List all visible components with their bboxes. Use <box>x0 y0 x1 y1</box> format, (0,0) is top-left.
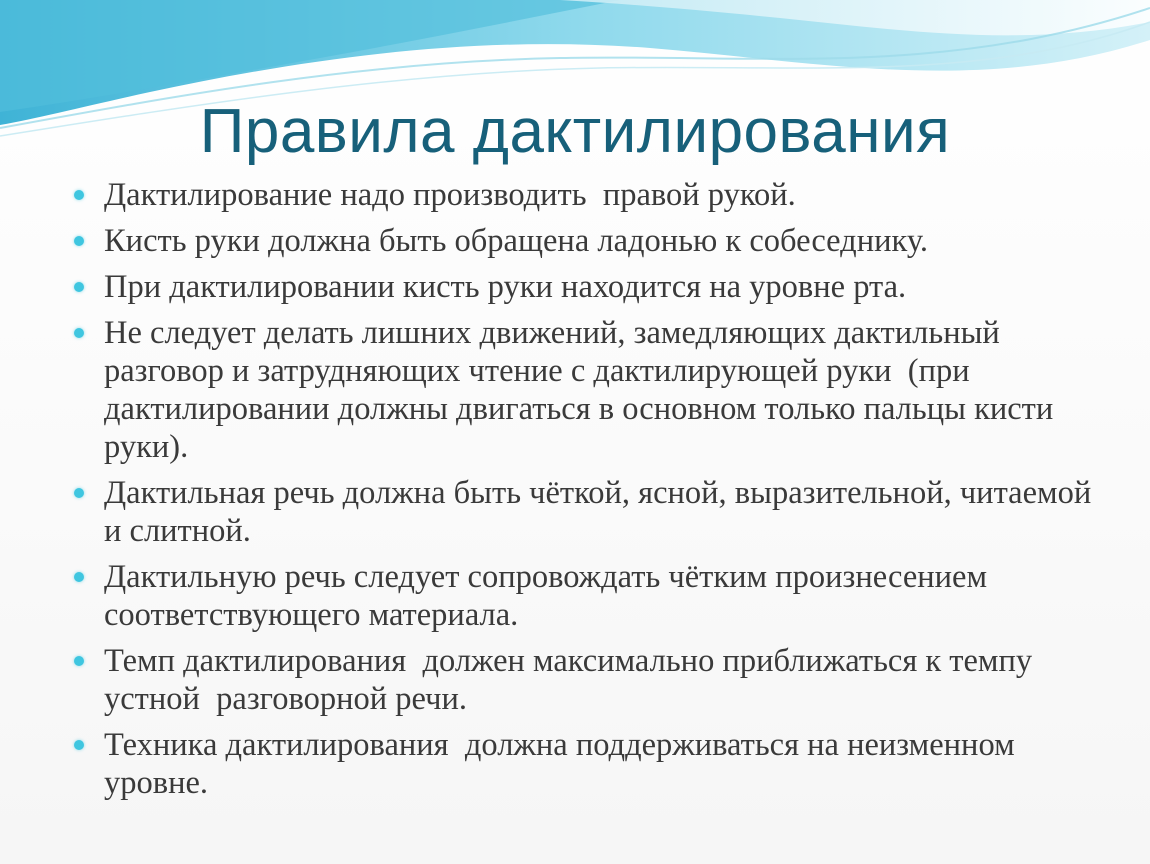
list-item <box>104 222 1114 260</box>
rule-text: Кисть руки должна быть обращена ладонью к собеседнику. <box>104 223 928 259</box>
list-item <box>104 176 1114 214</box>
rule-text: При дактилировании кисть руки находится на уровне рта. <box>104 269 907 305</box>
list-item <box>104 314 1114 466</box>
rule-text: Темп дактилирования должен максимально приближаться к темпу устной разговорной речи. <box>104 643 1041 717</box>
bullet-dot-icon <box>74 572 84 582</box>
list-item <box>104 558 1114 634</box>
rule-text: Техника дактилирования должна поддерживаться на неизменном уровне. <box>104 727 1023 801</box>
rules-list <box>104 176 1114 810</box>
bullet-dot-icon <box>74 740 84 750</box>
slide-title: Правила дактилирования <box>199 97 951 166</box>
rule-text: Дактилирование надо производить правой рукой. <box>104 177 796 213</box>
bullet-dot-icon <box>74 190 84 200</box>
bullet-dot-icon <box>74 328 84 338</box>
list-item <box>104 474 1114 550</box>
rule-text: Дактильная речь должна быть чёткой, ясной, выразительной, читаемой и слитной. <box>104 475 1100 549</box>
rule-text: Не следует делать лишних движений, замедляющих дактильный разговор и затрудняющих чтение с дактилирующей руки (при дактилировании должны двигаться в основном только пальцы кисти руки). <box>104 315 1062 465</box>
bullet-dot-icon <box>74 236 84 246</box>
bullet-dot-icon <box>74 282 84 292</box>
bullet-dot-icon <box>74 488 84 498</box>
list-item <box>104 642 1114 718</box>
rule-text: Дактильную речь следует сопровождать чётким произнесением соответствующего материала. <box>104 559 996 633</box>
list-item <box>104 726 1114 802</box>
list-item <box>104 268 1114 306</box>
bullet-dot-icon <box>74 656 84 666</box>
